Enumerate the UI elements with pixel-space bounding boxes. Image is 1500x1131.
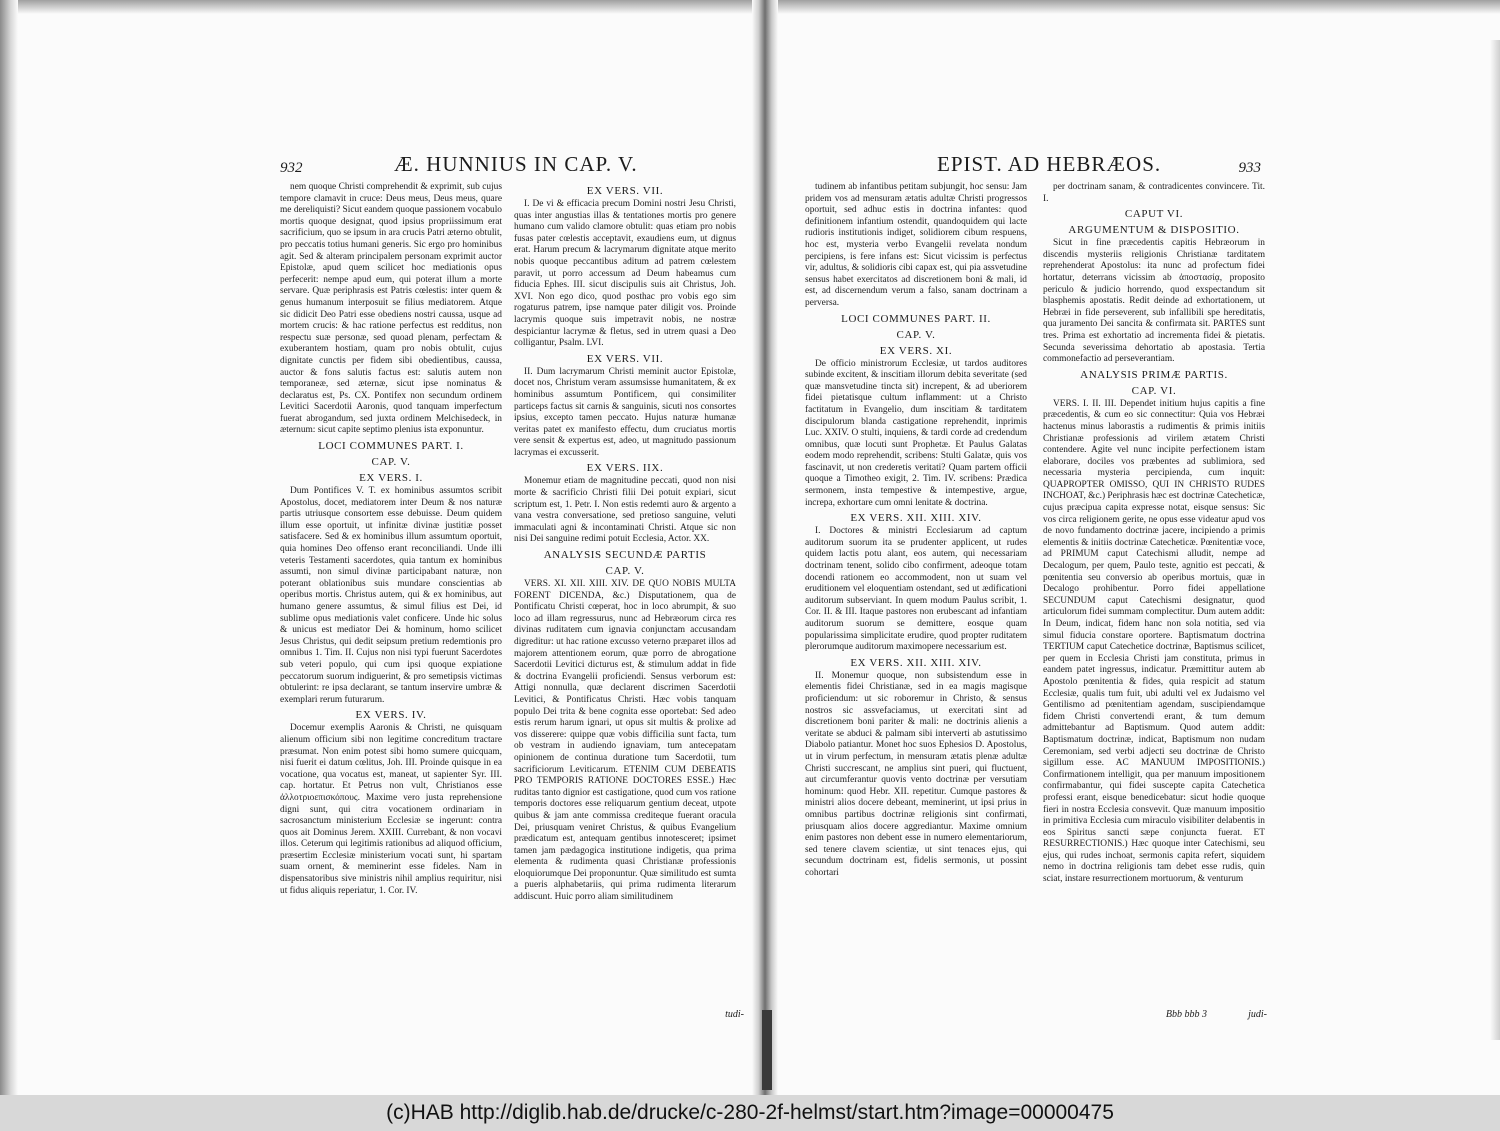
footer-credit-text: (c)HAB http://diglib.hab.de/drucke/c-280-2f-helmst/start.htm?image=00000475 xyxy=(386,1101,1114,1124)
body-paragraph: Dum Pontifices V. T. ex hominibus assumtos scribit Apostolus, docet, mediatorem inter Deum & nos naturæ partis utriusque consortem esse debuisse. Deum quidem illum esse oportuit, ut infinitæ divinæ justitiæ posset satisfacere. Sed & ex hominibus illum assumtum oportuit, quia homines Deo offenso erant reconciliandi. Unde illi veteris Testamenti sacerdotes, quia tantum ex hominibus assumti, non simul divinæ participabant naturæ, non poterant oblationibus suis mundare conscientias ab operibus mortis. Christus autem, qui & ex hominibus, aut humano genere assumtus, & simul filius est Dei, id sublime opus mediationis valet conficere. Unde hic solus & unicus est mediator Dei & hominum, homo scilicet Jesus Christus, qui dedit seipsum pretium redemtionis pro omnibus 1. Tim. II. Cujus non nisi typi fuerunt Sacerdotes sub veteri populo, qui cum ipsi quoque expiatione peccatorum suorum indiguerint, & pro semetipsis victimas obtulerint: re ipsa declarant, se tantum inservire umbræ & exemplari rerum futurarum. xyxy=(280,486,502,705)
body-paragraph: VERS. I. II. III. Dependet initium hujus capitis a fine præcedentis, & cum eo sic connectitur: Quia vos Hebræi hactenus minus laborastis a rudimentis & primis initiis Christianæ professionis ad virilem ætatem Christi contendere. Agite vel nunc incipite perfectionem istam elaborare, dociles vos præbentes ad sublimiora, sed necessaria mysteria percipienda, cum inquit: QUAPROPTER OMISSO, QUI IN CHRISTO RUDES INCHOAT, &c.) Periphrasis hæc est doctrinæ Catecheticæ, cujus præcipua capita expresse notat, eisque sensus: Sic vos circa religionem gerite, ne opus esse videatur apud vos de novo fundamento doctrinæ jacere, incipiendo a primis elementis & initiis doctrinæ Catecheticæ. Pœnitentiæ voce, ad PRIMUM caput Catechismi alludit, nempe ad Decalogum, per quem, Paulo teste, agnitio est peccati, & pœnitentia seu conversio ab operibus mortuis, quæ in Decalogo prohibentur. Porro fidei appellatione SECUNDUM caput Catechismi designatur, quod articulorum fidei summam complectitur. Dum autem addit: In Deum, indicat, fidem hanc non sola notitia, sed via simul fiducia constare oportere. Baptismatum doctrina TERTIUM caput Catechetice doctrinæ, Baptismus scilicet, per quem in Ecclesia Christi jam constituta, primus in eandem patet ingressus, indicatur. Præmittitur autem ab Apostolo pœnitentia & fides, quia respicit ad statum Ecclesiæ, qualis tum fuit, ubi adulti vel ex Judaismo vel Gentilismo ad pœnitentiam agendam, suscipiendamque fidem Christi convertendi erant, & tum demum admittebantur ad Baptismum. Quod autem addit: Baptismatum doctrinæ, indicat, Baptismum non nudam Ceremoniam, sed verbi adjecti seu doctrinæ de Christo sigillum esse. AC MANUUM IMPOSITIONIS.) Confirmationem intelligit, qua per manuum impositionem confirmabantur, qui fidei suscepte capita Catechetica professi erant, eisque benedicebatur: sicut hodie quoque fieri in nostra Ecclesia consvevit. Quæ manuum impositio in primitiva Ecclesia cum miraculo visibiliter delabentis in eos Spiritus sancti sæpe conjuncta fuerat. ET RESURRECTIONIS.) Hæc quoque inter Catechismi, seu ejus, qui rudes inchoat, sermonis capita refert, siquidem nemo in doctrina religionis tam debet esse rudis, quin sciat, instare resurrectionem mortuorum, & venturum xyxy=(1043,398,1265,885)
page-right-edge xyxy=(1490,40,1500,1040)
body-paragraph: VERS. XI. XII. XIII. XIV. DE QUO NOBIS MULTA FORENT DICENDA, &c.) Disputationem, qua de Pontificatu Christi cœperat, hoc in loco abrumpit, & suo loco ad illam regressurus, nunc ad Hebræorum circa res divinas ruditatem cum ignavia conjunctam accusandam digreditur: ut hac ratione excusso veterno præparet illos ad majorem attentionem eorum, quæ porro de abrogatione Sacerdotii Levitici dicturus est, & stimulum addat in fide & doctrina Evangelii proficiendi. Sensus verborum est: Attigi nonnulla, quæ declarent discrimen Sacerdotii Levitici, & Pontificatus Christi. Hæc vobis tanquam populo Dei trita & bene cognita esse oportebat: Sed adeo estis rerum harum ignari, ut opus sit multis & prolixe ad vos disserere: quippe quæ vobis difficilia sunt facta, tum ob vestram in audiendo ignaviam, tum antecepatam opinionem de continua duratione tum Sacerdotii, tum sacrificiorum Leviticarum. ETENIM CUM DEBEATIS PRO TEMPORIS RATIONE DOCTORES ESSE.) Hæc ruditas tanto dignior est castigatione, quod cum vos ratione temporis doctores esse reliquarum gentium deceat, utpote quibus & jam ante commissa crediteque fuerant oracula Dei, priusquam veniret Christus, & quibus Evangelium prædicatum est, antequam gentibus innotesceret; ipsimet tamen jam pædagogica institutione indigetis, qua prima elementa & rudimenta quasi Christianæ professionis eloquiorumque Dei proponuntur. Quæ similitudo est sumta a pueris alphabetariis, qui prima rudimenta literarum addiscunt. Huic porro aliam similitudinem xyxy=(514,579,736,903)
catchword: tudi- xyxy=(725,1009,744,1020)
section-heading: EX VERS. I. xyxy=(359,472,423,485)
page-left-shadow xyxy=(0,0,18,1095)
book-spine xyxy=(752,0,778,1095)
section-heading: ANALYSIS SECUNDÆ PARTIS xyxy=(543,549,707,562)
section-heading: EX VERS. IV. xyxy=(355,709,427,722)
credit-footer xyxy=(0,1095,1500,1131)
body-paragraph: II. Monemur quoque, non subsistendum esse in elementis fidei Christianæ, sed in ea magis magisque proficiendum: ut sic roboremur in Christo, & sensus nostros sic assvefaciamus, ut exercitati sint ad discretionem boni pariter & mali: ne doctrinis alienis a veritate se abduci & palmam sibi interverti ab astutissimo Diabolo patiantur. Monet hoc suos Ephesios D. Apostolus, ut in virum perfectum, in mensuram ætatis plenæ adultæ Christi succrescant, ne amplius sint pueri, qui fluctuent, aut circumferantur quovis vento doctrinæ per versutiam hominum: quod Hebr. XII. repetitur. Cumque pastores & ministri alios docere debeant, meminerint, ut ipsi prius in omnibus partibus doctrinæ religionis sint confirmati, priusquam alios docere aggrediantur. Maxime omnium enim pastores non debent esse in numero elementariorum, sed tenere clavem scientiæ, ut sint tenaces ejus, qui secundum doctrinam est, fidelis sermonis, ut possint cohortari xyxy=(805,670,1027,878)
left-page-columns xyxy=(274,182,744,1020)
text-column xyxy=(805,182,1027,881)
section-heading: CAPUT VI. xyxy=(1124,208,1184,221)
section-heading: CAP. V. xyxy=(371,456,411,469)
section-heading: EX VERS. XII. XIII. XIV. xyxy=(850,512,982,525)
section-heading: EX VERS. VII. xyxy=(586,352,664,365)
body-paragraph: De officio ministrorum Ecclesiæ, ut tardos auditores subinde excitent, & inscitiam illorum debita severitate (sed quæ mansvetudine tincta sit) increpent, & ad uberiorem fidei pietatisque cultum inflamment: ut a Christo factitatum in Evangelio, dum inscitiam & tarditatem discipulorum blanda castigatione reprehendit, inprimis Luc. XXIV. O stulti, inquiens, & tardi corde ad credendum omnibus, quæ locuti sunt Prophetæ. Et Paulus Galatas eodem modo reprehendit, scribens: Stulti Galatæ, quis vos fascinavit, ut non crederetis veritati? Quam partem officii quoque a Timotheo exigit, 2. Tim. IV. scribens: Prædica sermonem, insta tempestive & intempestive, argue, increpa, exhortare cum omni lenitate & doctrina. xyxy=(805,358,1027,508)
running-head: Æ. HUNNIUS IN CAP. V. xyxy=(394,152,638,176)
running-head: EPIST. AD HEBRÆOS. xyxy=(937,152,1162,176)
body-paragraph: per doctrinam sanam, & contradicentes convincere. Tit. I. xyxy=(1043,182,1265,204)
page-number: 932 xyxy=(280,160,303,176)
section-heading: CAP. V. xyxy=(896,328,936,341)
section-heading: ARGUMENTUM & DISPOSITIO. xyxy=(1068,224,1240,237)
section-heading: EX VERS. XI. xyxy=(879,344,953,357)
spine-dark-block xyxy=(762,1010,772,1090)
right-page-columns xyxy=(805,182,1267,1020)
body-paragraph: I. Doctores & ministri Ecclesiarum ad captum auditorum suorum ita se prudenter applicent, ut rudes quidem lactis potu alant, eos autem, qui necessariam doctrinam tenent, solido cibo confirment, adeoque totam docendi rationem eo accommodent, non ut suam vel eruditionem vel eloquentiam ostendant, sed ut ædificationi auditorum subserviant. In quem modum Paulus scribit, 1. Cor. II. & III. Itaque pastores non erubescant ad infantiam auditorum suorum se demittere, eosque quam popularissima simplicitate erudire, quod propter ruditatem plerorumque auditorum maximopere necessarium est. xyxy=(805,526,1027,653)
section-heading: ANALYSIS PRIMÆ PARTIS. xyxy=(1080,368,1228,381)
section-heading: CAP. VI. xyxy=(1131,384,1177,397)
body-paragraph: II. Dum lacrymarum Christi meminit auctor Epistolæ, docet nos, Christum veram assumsisse humanitatem, & ex hominibus assumtum Pontificem, qui consimiliter particeps factus sit carnis & sanguinis, sicuti nos consortes ipsius, excepto tamen peccato. Hujus naturæ humanæ veritas patet ex manifesto effectu, dum cruciatus mortis vere sensit & expertus est, adeo, ut magnitudo passionum lacrymas ei excusserit. xyxy=(514,366,736,458)
body-paragraph: tudinem ab infantibus petitam subjungit, hoc sensu: Jam pridem vos ad mensuram ætatis adultæ Christi progressos oportuit, sed adhuc estis in doctrina infantes: quod definitionem infantium ostendit, quandoquidem qui lacte rudioris institutionis indiget, solidiorem cibum respuens, hoc est, mysteria verbo Evangelii revelata nondum percipiens, is fere infans est: Sicut vicissim is perfectus vir, adultus, & solidioris cibi capax est, qui pia assvetudine sensus habet exercitatos ad discretionem boni & mali, id est, ad discernendum verum a falso, sanam doctrinam a perversa. xyxy=(805,182,1027,308)
section-heading: EX VERS. IIX. xyxy=(586,462,664,475)
body-paragraph: Docemur exemplis Aaronis & Christi, ne quisquam alienum officium sibi non legitime concreditum tractare præsumat. Non enim potest sibi homo sumere quicquam, nisi fuerit ei datum cœlitus, Joh. III. Proinde quisque in ea vocatione, qua vocatus est, maneat, ut sapienter Syr. III. cap. hortatur. Et Petrus non vult, Christianos esse ἀλλοτριοεπισκόπους. Maxime vero justa reprehensione digni sunt, qui citra vocationem ordinariam in sacrosanctum ministerium Ecclesiæ se ingerunt: contra quos ait Dominus Jerem. XXIII. Currebant, & non vocavi illos. Ceterum qui legitimis rationibus ad aliquod officium, præsertim Ecclesiæ ministerium vocati sunt, hi spartam suam ornent, & meminerint esse fideles. Nam in dispensatoribus sive ministris nihil amplius requiritur, nisi ut fidus aliquis reperiatur, 1. Cor. IV. xyxy=(280,723,502,896)
body-paragraph: Monemur etiam de magnitudine peccati, quod non nisi morte & sacrificio Christi filii Dei potuit expiari, sicut scriptum est, 1. Petr. I. Non estis redemti auro & argento a vana vestra conversatione, sed pretioso sanguine, veluti immaculati agni & incontaminati Christi. Atque sic non nisi Dei sanguine redimi potuit Ecclesia, Actor. XX. xyxy=(514,476,736,545)
page-top-shadow xyxy=(0,0,1500,14)
left-page-header xyxy=(274,148,744,182)
page-number: 933 xyxy=(1238,160,1261,176)
section-heading: CAP. V. xyxy=(605,565,645,578)
text-column xyxy=(280,182,502,899)
catchword: judi- xyxy=(1248,1009,1267,1020)
left-page xyxy=(274,148,744,1020)
section-heading: LOCI COMMUNES PART. II. xyxy=(841,312,991,325)
right-page xyxy=(805,148,1267,1020)
section-heading: LOCI COMMUNES PART. I. xyxy=(318,440,464,453)
text-column xyxy=(1043,182,1265,888)
section-heading: EX VERS. VII. xyxy=(586,185,664,197)
body-paragraph: Sicut in fine præcedentis capitis Hebræorum in discendis mysteriis religionis Christianæ tarditatem reprehenderat Apostolus: ita nunc ad profectum fidei hortatur, deterrans vicissim ab ἀποστασίᾳ, proposito periculo & judicio horrendo, quod exspectandum sit blasphemis apostatis. Redit deinde ad exhortationem, ut Hebræi in fide perseverent, sub infallibili spe hereditatis, qua juramento Dei sancita & confirmata sit. PARTES sunt tres. Prima est exhortatio ad incrementa fidei & pietatis. Secunda severissima dehortatio ab apostasia. Tertia commonefactio ad perseverantiam. xyxy=(1043,238,1265,365)
signature-mark: Bbb bbb 3 xyxy=(1165,1009,1207,1020)
section-heading: EX VERS. XII. XIII. XIV. xyxy=(850,656,982,669)
right-page-header xyxy=(805,148,1267,182)
text-column xyxy=(514,182,736,906)
body-paragraph: I. De vi & efficacia precum Domini nostri Jesu Christi, quas inter angustias illas & tentationes mortis pro genere humano cum valido clamore obtulit: quas etiam pro nobis fusas pater cœlestis acceptavit, exaudiens eum, ut dignus erat. Harum precum & lacrymarum dignitate atque merito nobis quoque peccantibus aditum ad patrem cœlestem paravit, ut porro accessum ad Deum habeamus cum fiducia Ephes. III. sicut discipulis suis ait Christus, Joh. XVI. Non ego dico, quod posthac pro vobis ego sim rogaturus patrem, ipse namque pater diligit vos. Proinde lacrymis quoque suis impetravit nobis, ne nostræ despiciantur lacrymæ & fletus, sed in utrem quasi a Deo colligantur, Psalm. LVI. xyxy=(514,199,736,349)
body-paragraph: nem quoque Christi comprehendit & exprimit, sub cujus tempore clamavit in cruce: Deus meus, Deus meus, quare me dereliquisti? Sicut eandem quoque passionem vocabulo mortis quoque designat, quod ipsius propriissimum erat sacrificium, quo se ipsum in ara crucis Patri æterno obtulit, pro peccatis totius humani generis. Sic ergo pro hominibus agit. Sed & alteram principalem personam exprimit auctor Epistolæ, apud quem scilicet hoc mediationis opus perfecerit: nempe apud eum, qui poterat illum a morte servare. Quæ periphrasis est Patris cœlestis: inter quem & genus humanum interposuit se filius mediatorem. Atque sic didicit Deo Patri esse obediens nostri caussa, usque ad mortem crucis: & hac ratione perfectus est redditus, non respectu suæ personæ, sed quoad plenam, perfectam & exuberantem hostiam, quam pro nobis obtulit, cujus dignitate cunctis per fidem sibi obedientibus, caussa, auctor & fons salutis factus est: salutis autem non temporaneæ, sed æternæ, sicut ipse nominatus & declaratus est, Ps. CX. Pontifex non secundum ordinem Levitici Sacerdotii Aaronis, quod tanquam imperfectum fuerat abrogandum, sed juxta ordinem Melchisedeck, in æternum: sicut capite septimo plenius ista exponuntur. xyxy=(280,182,502,436)
